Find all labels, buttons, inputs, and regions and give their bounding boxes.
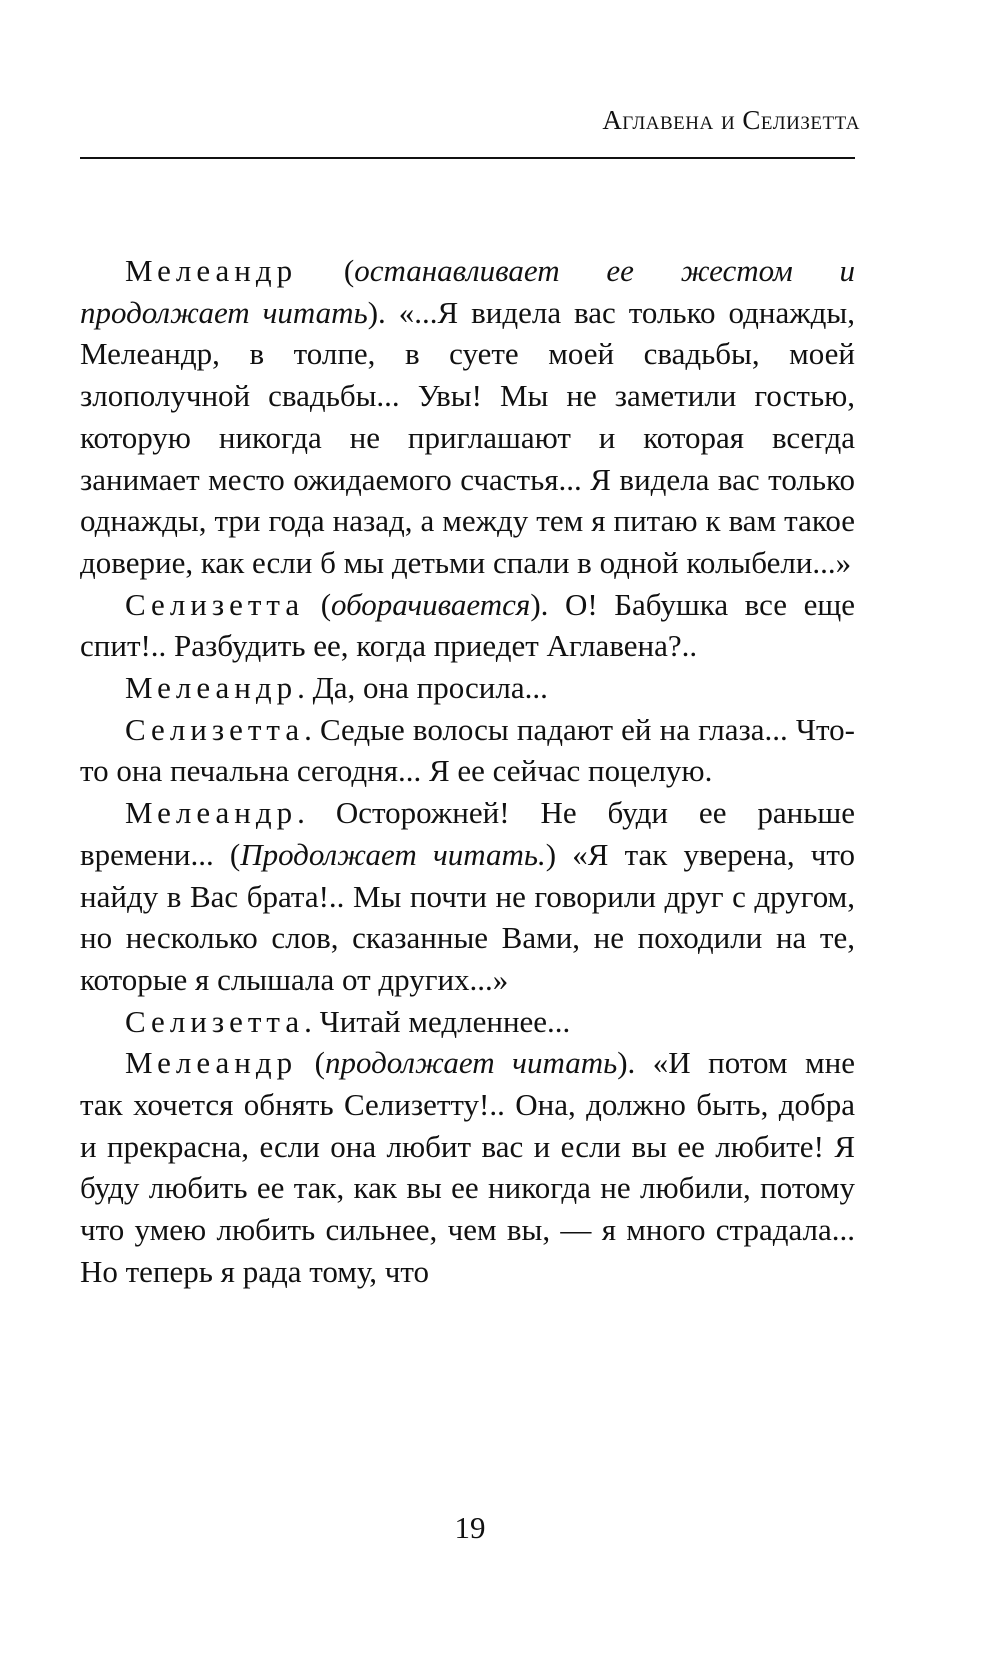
dialogue-text: . Читай медленнее... [304, 1003, 571, 1039]
dialogue-paragraph [80, 1001, 855, 1043]
dialogue-text: «И потом мне так хочется обнять Селизетту!.. Она, должно быть, добра и прекрасна, если она любит вас и если вы ее любите! Я буду любить ее так, как вы ее никогда не любили, потому что умею любить сильнее, чем вы, — я много страдала... Но теперь я рада тому, что [80, 1045, 855, 1289]
stage-direction: оборачивается [331, 586, 531, 622]
dialogue-text: ) «Я так уверена, что найду в Вас брата!.. Мы почти не говорили друг с другом, но несколько слов, сказанные Вами, не походили на те, которые я слышала от других...» [80, 836, 855, 997]
dialogue-text: . Седые волосы падают ей на глаза... Что-то она печальна сегодня... Я ее сейчас поцелую. [80, 711, 855, 789]
stage-paren-close: ). [530, 586, 565, 622]
header-rule [80, 157, 855, 159]
running-header: Аглавена и Селизетта [602, 105, 860, 135]
dialogue-paragraph [80, 792, 855, 1001]
stage-direction: продолжает читать [324, 1045, 618, 1081]
dialogue-paragraph [80, 250, 855, 584]
dialogue-paragraph [80, 584, 855, 667]
stage-paren-close: ). [367, 294, 399, 330]
speaker-name: Мелеандр [125, 670, 298, 706]
dialogue-text-lead: . Осторожней! Не буди ее раньше времени... ( [80, 795, 855, 872]
stage-direction: останавливает ее жестом и продолжает читать [80, 253, 856, 330]
dialogue-text: О! Бабушка все еще спит!.. Разбудить ее, когда приедет Аглавена?.. [80, 586, 855, 664]
dialogue-paragraph [80, 709, 855, 792]
speaker-name: Мелеандр [125, 253, 298, 288]
speaker-name: Мелеандр [125, 795, 298, 831]
speaker-name: Селизетта [125, 1003, 305, 1039]
play-text [80, 250, 855, 1293]
speaker-name: Селизетта [125, 711, 305, 747]
page-number: 19 [454, 1510, 486, 1545]
dialogue-text: «...Я видела вас только однажды, Мелеандр, в толпе, в суете моей свадьбы, моей злополучной свадьбы... Увы! Мы не заметили гостью, которую никогда не приглашают и которая всегда занимает место ожидаемого счастья... Я видела вас только однажды, три года назад, а между тем я питаю к вам такое доверие, как если б мы детьми спали в одной колыбели...» [80, 294, 856, 580]
dialogue-paragraph [80, 1042, 855, 1292]
dialogue-text: . Да, она просила... [297, 670, 548, 706]
dialogue-paragraph [80, 667, 855, 709]
stage-paren-close: ). [617, 1045, 653, 1081]
speaker-name: Селизетта [125, 586, 305, 622]
speaker-name: Мелеандр [125, 1045, 298, 1081]
stage-paren-open: ( [297, 253, 355, 288]
stage-direction: Продолжает читать. [240, 836, 546, 872]
stage-paren-open: ( [297, 1045, 325, 1081]
stage-paren-open: ( [304, 586, 332, 622]
